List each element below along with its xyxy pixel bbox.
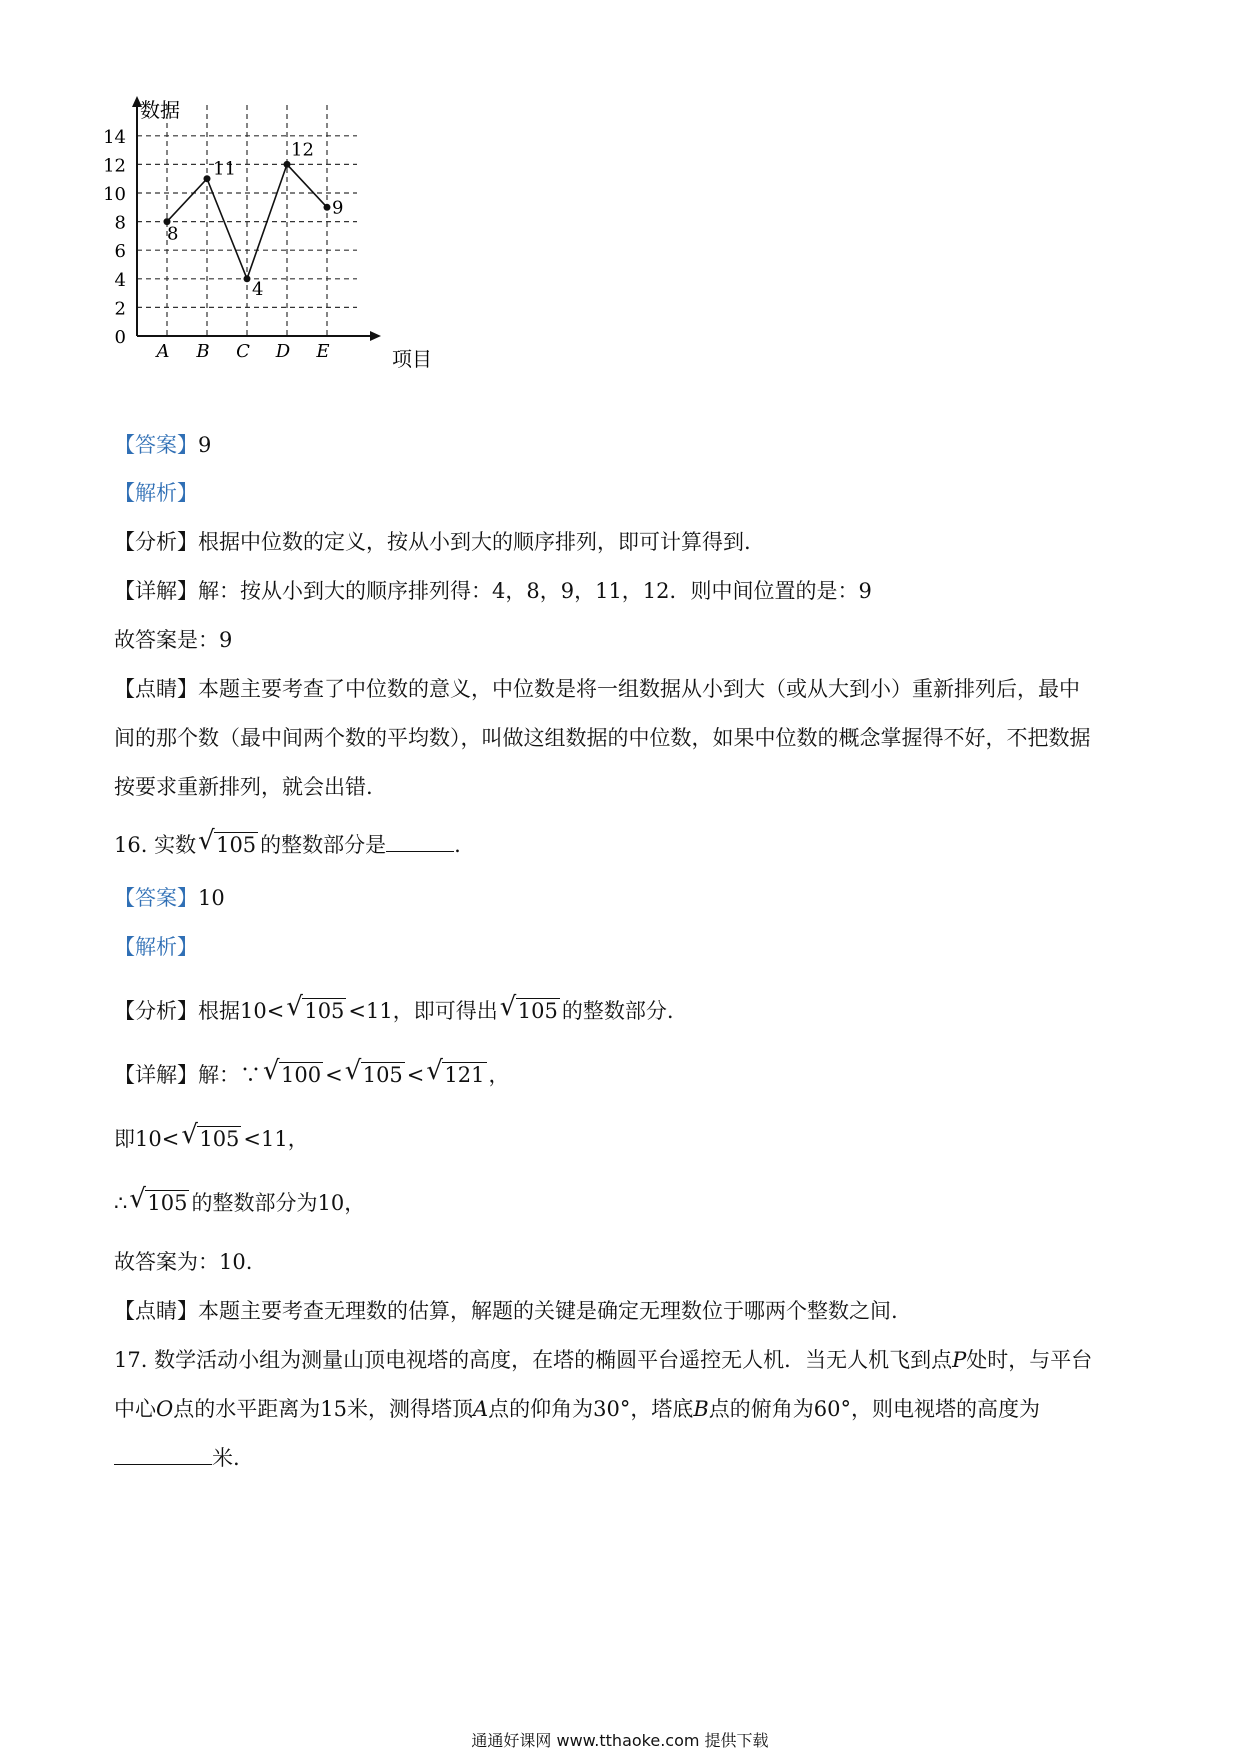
q16-answer-line <box>114 883 225 913</box>
x-axis-label: 项目 <box>392 347 432 371</box>
y-tick-label: 14 <box>103 126 126 148</box>
x-tick-label: A <box>156 341 170 362</box>
xj-a: 解：∵ <box>198 1063 261 1087</box>
x-tick-label: E <box>316 341 330 362</box>
page-footer: 通通好课网 www.tthaoke.com 提供下载 <box>471 1731 769 1750</box>
dianjing-text-1: 本题主要考查了中位数的意义，中位数是将一组数据从小到大（或从大到小）重新排列后，最中 <box>198 677 1080 701</box>
radicand: 105 <box>304 999 345 1023</box>
point-A: A <box>472 1397 489 1421</box>
analysis-tag: 【解析】 <box>114 481 198 505</box>
analysis-tag: 【解析】 <box>114 935 198 959</box>
sqrt-105: √ 105 <box>286 992 345 1023</box>
xiangjie-text: 解：按从小到大的顺序排列得：4，8，9，11，12．则中间位置的是：9 <box>198 579 872 603</box>
fenxi-a: 根据10< <box>198 999 285 1023</box>
answer-line <box>114 430 211 460</box>
data-label: 9 <box>332 197 344 219</box>
x-tick-label: B <box>196 341 210 362</box>
fenxi-tag: 【分析】 <box>114 530 198 554</box>
lt: < <box>406 1063 425 1087</box>
q16-prefix: 16. 实数 <box>114 833 197 857</box>
q16-suffix: 的整数部分是 <box>260 833 387 857</box>
question-17-line-3 <box>114 1443 240 1473</box>
answer-tag: 【答案】 <box>114 433 198 457</box>
data-point <box>284 161 291 168</box>
answer-value: 9 <box>198 433 212 457</box>
data-label: 11 <box>213 158 236 180</box>
y-axis-label: 数据 <box>140 98 180 122</box>
lt: < <box>325 1063 343 1087</box>
data-point <box>324 204 331 211</box>
y-tick-label: 12 <box>103 155 126 177</box>
sqrt-105: √ 105 <box>198 826 257 857</box>
fenxi-text: 根据中位数的定义，按从小到大的顺序排列，即可计算得到. <box>198 530 751 554</box>
fenxi-c: 的整数部分. <box>561 999 674 1023</box>
q16-dianjing <box>114 1296 898 1326</box>
answer-blank <box>114 1446 212 1465</box>
data-point <box>244 275 251 282</box>
sqrt-105: √ 105 <box>129 1184 188 1215</box>
y-tick-label: 10 <box>103 184 126 205</box>
line3-a: ∴ <box>114 1191 128 1215</box>
x-axis-arrow <box>370 331 381 341</box>
xiangjie-tag: 【详解】 <box>114 1063 198 1087</box>
question-16 <box>114 826 461 860</box>
y-tick-label: 2 <box>114 298 126 320</box>
line2-a: 即10< <box>114 1127 180 1151</box>
q17-l2-b: 点的水平距离为15米，测得塔顶 <box>173 1397 473 1421</box>
data-label: 8 <box>167 223 179 245</box>
xiangjie-line <box>114 576 872 606</box>
point-P: P <box>952 1348 967 1372</box>
q17-l1-a: 17. 数学活动小组为测量山顶电视塔的高度，在塔的椭圆平台遥控无人机．当无人机飞到点 <box>114 1348 953 1372</box>
point-B: B <box>693 1397 709 1421</box>
q16-conclusion: 故答案为：10. <box>114 1250 253 1274</box>
q17-l2-d: 点的俯角为60°，则电视塔的高度为 <box>708 1397 1041 1421</box>
q16-end: . <box>454 833 461 857</box>
fenxi-b: <11，即可得出 <box>348 999 498 1023</box>
sqrt-100: √ 100 <box>263 1056 322 1087</box>
dianjing-tag: 【点睛】 <box>114 677 198 701</box>
dianjing-line-1 <box>114 674 1080 704</box>
question-17-line-1 <box>114 1345 1092 1375</box>
line2-b: <11， <box>243 1127 309 1151</box>
y-tick-label: 0 <box>114 327 126 348</box>
dianjing-line-2: 间的那个数（最中间两个数的平均数），叫做这组数据的中位数，如果中位数的概念掌握得不好，不把数据 <box>114 726 1091 750</box>
y-tick-label: 8 <box>114 212 126 234</box>
chart-series <box>164 139 344 299</box>
q16-fenxi-line <box>114 992 674 1026</box>
answer-value: 10 <box>198 886 225 910</box>
point-O: O <box>156 1397 174 1421</box>
radicand: 105 <box>147 1191 188 1215</box>
q16-line-3 <box>114 1184 366 1218</box>
line3-b: 的整数部分为10， <box>191 1191 366 1215</box>
sqrt-105: √ 105 <box>344 1056 403 1087</box>
conclusion-line: 故答案是：9 <box>114 628 233 652</box>
q16-xiangjie-line <box>114 1056 510 1090</box>
y-tick-label: 6 <box>114 241 126 263</box>
sqrt-105: √ 105 <box>181 1120 240 1151</box>
q17-l2-c: 点的仰角为30°，塔底 <box>488 1397 694 1421</box>
radicand: 100 <box>281 1063 322 1087</box>
xiangjie-tag: 【详解】 <box>114 579 198 603</box>
q16-analysis-heading <box>114 932 198 962</box>
sqrt-105: √ 105 <box>499 992 558 1023</box>
dianjing-tag: 【点睛】 <box>114 1299 198 1323</box>
y-tick-label: 4 <box>114 269 126 291</box>
dianjing-line-3: 按要求重新排列，就会出错. <box>114 775 373 799</box>
dianjing-text: 本题主要考查无理数的估算，解题的关键是确定无理数位于哪两个整数之间. <box>198 1299 898 1323</box>
comma: ， <box>488 1063 510 1087</box>
data-label: 12 <box>291 139 314 161</box>
radicand: 105 <box>517 999 558 1023</box>
radicand: 121 <box>444 1063 485 1087</box>
x-tick-label: D <box>275 341 291 362</box>
line-chart <box>100 95 432 425</box>
fenxi-line <box>114 527 751 557</box>
q17-l2-a: 中心 <box>114 1397 156 1421</box>
data-label: 4 <box>252 278 264 300</box>
answer-blank <box>386 833 454 852</box>
data-point <box>204 175 211 182</box>
radicand: 105 <box>216 833 257 857</box>
q16-line-2 <box>114 1120 309 1154</box>
x-tick-label: C <box>236 341 250 362</box>
sqrt-121: √ 121 <box>426 1056 485 1087</box>
radicand: 105 <box>199 1127 240 1151</box>
analysis-heading <box>114 478 198 508</box>
radicand: 105 <box>362 1063 403 1087</box>
answer-tag: 【答案】 <box>114 886 198 910</box>
q17-l3: 米. <box>212 1446 240 1470</box>
fenxi-tag: 【分析】 <box>114 999 198 1023</box>
question-17-line-2 <box>114 1394 1040 1424</box>
q17-l1-b: 处时，与平台 <box>966 1348 1093 1372</box>
